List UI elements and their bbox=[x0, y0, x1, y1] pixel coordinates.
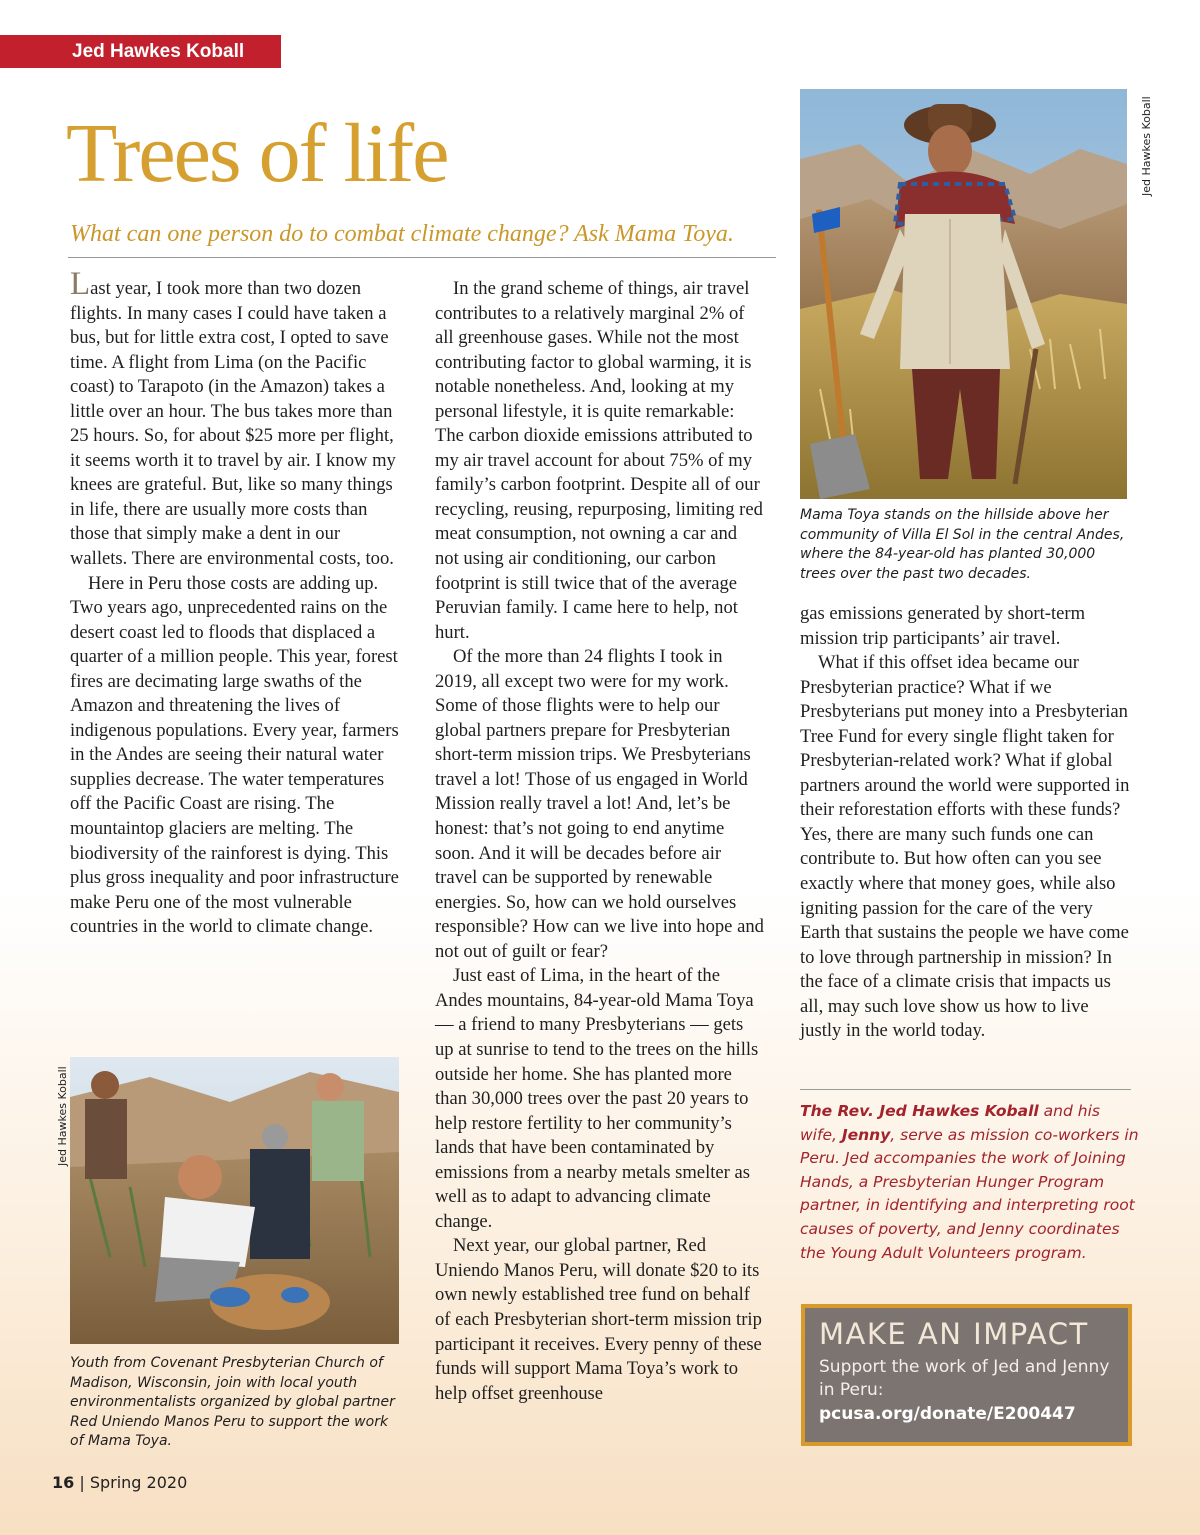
paragraph: What if this offset idea became our Presbyterian practice? What if we Presbyterians put money into a Presbyterian Tree Fund for every single flight taken for Presbyterian-related work? What if global partners around the world were supported in their reforestation efforts with these funds? Yes, there are many such funds one can contribute to. But how often can you see exactly where that money goes, while also igniting passion for the care of the very Earth that sustains the people we have come to love through partnership in mission? In the face of a climate crisis that impacts us all, may such love show us how to live justly in the world today. bbox=[800, 652, 1130, 1042]
page-number: 16 bbox=[52, 1473, 75, 1492]
spouse-name: Jenny bbox=[841, 1125, 891, 1144]
photo-credit-top: Jed Hawkes Koball bbox=[1140, 96, 1153, 196]
paragraph: Of the more than 24 flights I took in 2019, all except two were for my work. Some of those flights were to help our global partners prepare for Presbyterian short-term mission trips. We Presbyterians travel a lot! Those of us engaged in World Mission really travel a lot! And, let’s be honest: that’s not going to end anytime soon. And it will be decades before air travel can be supported by renewable energies. So, how can we hold ourselves responsible? How can we live into hope and not out of guilt or fear? bbox=[435, 646, 764, 962]
article-deck: What can one person do to combat climate change? Ask Mama Toya. bbox=[70, 221, 734, 247]
author-name: The Rev. Jed Hawkes Koball bbox=[800, 1102, 1039, 1120]
impact-text: Support the work of Jed and Jenny in Peru: bbox=[819, 1357, 1110, 1400]
paragraph: Here in Peru those costs are adding up. Two years ago, unprecedented rains on the desert coast led to floods that displaced a quarter of a million people. This year, forest fires are decimating large swaths of the Amazon and threatening the lives of indigenous populations. Every year, farmers in the Andes are seeing their natural water supplies decrease. The water temperatures off the Pacific Coast are rising. The mountaintop glaciers are melting. The biodiversity of the rainforest is dying. This plus gross inequality and poor infrastructure make Peru one of the most vulnerable countries in the world to climate change. bbox=[70, 572, 399, 938]
paragraph: Last year, I took more than two dozen flights. In many cases I could have taken a bus, but for little extra cost, I opted to save time. A flight from Lima (on the Pacific coast) to Tarapoto (in the Amazon) takes a little over an hour. The bus takes more than 25 hours. So, for about $25 more per flight, it seems worth it to travel by air. I know my knees are grateful. But, like so many things in life, there are usually more costs than those that simply make a dent in our wallets. There are environmental costs, too. bbox=[70, 266, 396, 570]
paragraph: gas emissions generated by short-term mission trip participants’ air travel. bbox=[800, 603, 1086, 649]
drop-cap: L bbox=[70, 266, 91, 302]
article-title: Trees of life bbox=[66, 107, 448, 200]
byline: Jed Hawkes Koball bbox=[72, 41, 245, 62]
issue-date: Spring 2020 bbox=[89, 1473, 188, 1492]
page-folio: 16 | Spring 2020 bbox=[52, 1473, 188, 1492]
photo-youth-planting bbox=[70, 1057, 399, 1344]
caption-top: Mama Toya stands on the hillside above her community of Villa El Sol in the central Andes, where the 84-year-old has planted 30,000 trees over the past two decades. bbox=[800, 507, 1125, 582]
column-2 bbox=[435, 277, 765, 1406]
make-an-impact-box bbox=[801, 1304, 1132, 1446]
photo-credit-bottom: Jed Hawkes Koball bbox=[56, 1066, 69, 1166]
paragraph: In the grand scheme of things, air travel contributes to a relatively marginal 2% of all greenhouse gases. While not the most contributing factor to global warming, it is notable nonetheless. And, looking at my personal lifestyle, it is quite remarkable: The carbon dioxide emissions attributed to my air travel account for about 75% of my family’s carbon footprint. Despite all of our recycling, reusing, repurposing, limiting red meat consumption, not owning a car and not using air conditioning, our carbon footprint is still twice that of the average Peruvian family. I came here to help, not hurt. bbox=[435, 278, 763, 643]
bio-rule bbox=[800, 1089, 1131, 1090]
column-3 bbox=[800, 602, 1132, 1044]
paragraph: Just east of Lima, in the heart of the Andes mountains, 84-year-old Mama Toya — a friend to many Presbyterians — gets up at sunrise to tend to the trees on the hills outside her home. She has planted more than 30,000 trees over the past 20 years to help restore fertility to her community’s lands that have been contaminated by emissions from a nearby metals smelter as well as to adapt to advancing climate change. bbox=[435, 965, 759, 1232]
paragraph: Next year, our global partner, Red Uniendo Manos Peru, will donate $20 to its own newly established tree fund on behalf of each Presbyterian short-term mission trip participant it receives. Every penny of these funds will support Mama Toya’s work to help offset greenhouse bbox=[435, 1235, 762, 1404]
byline-bar bbox=[0, 35, 281, 68]
author-bio: The Rev. Jed Hawkes Koball and his wife, Jenny, serve as mission co-workers in Peru. Jed accompanies the work of Joining Hands, a Presbyterian Hunger Program partner, in identifying and interpreting root causes of poverty, and Jenny coordinates the Young Adult Volunteers program. bbox=[800, 1102, 1139, 1262]
photo-mama-toya bbox=[800, 89, 1127, 499]
donate-link[interactable]: pcusa.org/donate/E200447 bbox=[819, 1404, 1076, 1424]
impact-title: MAKE AN IMPACT bbox=[819, 1317, 1089, 1351]
deck-rule bbox=[68, 257, 776, 258]
caption-bottom: Youth from Covenant Presbyterian Church of Madison, Wisconsin, join with local youth environmentalists organized by global partner Red Uniendo Manos Peru to support the work of Mama Toya. bbox=[70, 1355, 395, 1450]
column-1 bbox=[70, 266, 402, 940]
